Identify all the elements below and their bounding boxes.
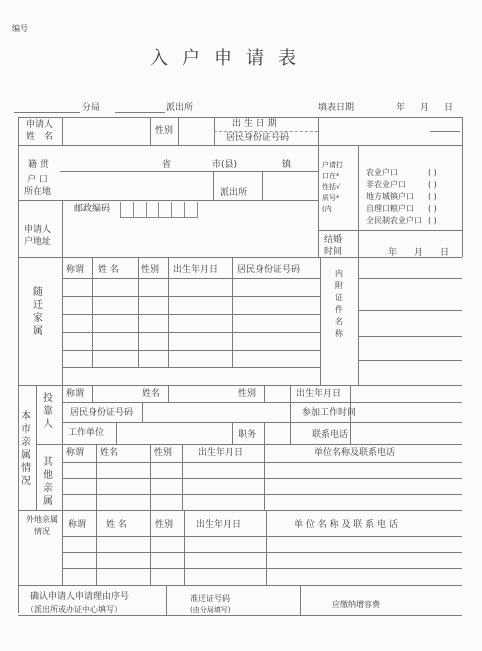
outside-col-unit: 单 位 名 称 及 联 系 电 话 (294, 520, 398, 530)
branch-label: 分局 (82, 103, 101, 113)
divider (430, 131, 460, 132)
outside-section-label: 外地亲属情况 (26, 515, 58, 536)
dep-phone-label: 联系电话 (312, 430, 349, 440)
divider (214, 131, 318, 132)
family-col-name: 姓 名 (98, 265, 119, 275)
divider (60, 171, 318, 172)
divider (62, 402, 462, 403)
divider (62, 385, 63, 510)
option-selfgrain-check[interactable]: ( ) (428, 204, 437, 213)
outside-col-name: 姓 名 (106, 520, 127, 530)
dep-unit-field[interactable] (118, 424, 230, 443)
divider (358, 257, 359, 385)
other-col-name: 姓名 (100, 448, 119, 458)
hukou-place-label: 户 口 所在地 (24, 175, 52, 197)
dep-unit-label: 工作单位 (68, 428, 105, 438)
province-label: 省 (162, 160, 172, 170)
outside-col-title: 称谓 (68, 520, 87, 530)
postcode-boxes[interactable] (120, 202, 198, 218)
marriage-label: 结婚 时间 (324, 235, 343, 257)
hukou-type-label: 户请打 口在* 性括√ 质号* (内 (322, 161, 343, 213)
form-title: 入户申请表 (150, 48, 310, 69)
divider (166, 585, 167, 615)
marriage-year: 年 (388, 248, 398, 258)
divider (62, 278, 320, 279)
permit-field[interactable] (240, 588, 298, 613)
dep-gender-label: 性别 (238, 389, 257, 399)
gender-label: 性别 (155, 126, 174, 136)
other-col-unit: 单位名称及联系电话 (314, 448, 396, 458)
station-label: 派出所 (166, 103, 194, 113)
gender-field[interactable] (180, 118, 213, 144)
divider (92, 385, 93, 402)
branch-blank[interactable] (14, 112, 80, 113)
divider (18, 145, 462, 146)
divider (142, 402, 143, 422)
outside-col-gender: 性别 (155, 520, 174, 530)
family-rows[interactable] (64, 280, 318, 366)
option-nonagri: 非农业户口 (366, 180, 406, 189)
option-town: 地方城镇户口 (366, 192, 414, 201)
divider (62, 117, 63, 145)
divider (62, 536, 462, 537)
divider (178, 117, 179, 145)
native-field[interactable] (64, 150, 316, 170)
outside-col-dob: 出生年月日 (196, 520, 242, 530)
dep-work-label: 参加工作时间 (302, 408, 357, 418)
divider (358, 145, 359, 257)
hukou-place-field[interactable] (64, 174, 212, 198)
marriage-month: 月 (414, 248, 424, 258)
dep-id-field[interactable] (144, 404, 288, 421)
fill-date-label: 填表日期 (318, 103, 355, 113)
divider (264, 422, 265, 444)
divider (62, 367, 320, 368)
divider (18, 585, 462, 586)
divider (318, 145, 319, 257)
divider (62, 510, 63, 585)
family-section-label: 随迁家属 (33, 287, 43, 337)
divider (320, 257, 321, 385)
attachment-label: 内附证件名称 (335, 269, 343, 338)
applicant-name-label: 申请人 姓 名 (26, 120, 54, 142)
hukou-station-label: 派出所 (220, 188, 248, 198)
divider (18, 200, 318, 201)
fee-field[interactable] (400, 588, 460, 613)
dob-label: 出 生 日 期 (232, 119, 277, 129)
divider (62, 422, 462, 423)
town-label: 镇 (282, 160, 292, 170)
frame-left (18, 117, 19, 613)
option-nonagri-check[interactable]: ( ) (428, 180, 437, 189)
divider (18, 385, 462, 386)
address-label: 申请人 户地址 (24, 225, 52, 247)
divider (18, 615, 462, 616)
station-blank[interactable] (115, 112, 165, 113)
family-col-gender: 性别 (141, 265, 160, 275)
divider (262, 172, 263, 200)
option-agri: 农业户口 (366, 168, 398, 177)
option-stateagri: 全民制农业户口 (366, 216, 422, 225)
fee-label: 应缴纳增容费 (332, 600, 380, 609)
divider (318, 230, 462, 231)
dep-post-label: 职务 (238, 430, 257, 440)
divider (116, 422, 117, 444)
other-relatives-rows[interactable] (64, 464, 460, 508)
divider (62, 257, 63, 385)
native-label: 籍 贯 (28, 160, 49, 170)
dep-name-label: 姓名 (142, 389, 161, 399)
id-label: 居民身份证号码 (226, 133, 290, 143)
attachment-field[interactable] (360, 262, 460, 382)
other-col-title: 称谓 (66, 448, 85, 458)
option-stateagri-check[interactable]: ( ) (428, 216, 437, 225)
divider (300, 585, 301, 615)
divider (150, 117, 151, 145)
dep-title-field[interactable] (94, 387, 166, 401)
family-col-dob: 出生年月日 (173, 265, 219, 275)
permit-label: 准迁证号码 (190, 594, 230, 603)
divider (264, 385, 265, 402)
option-town-check[interactable]: ( ) (428, 192, 437, 201)
serial-label: 编号 (12, 24, 28, 33)
outside-relatives-rows[interactable] (64, 538, 460, 583)
family-col-title: 称谓 (66, 265, 85, 275)
divider (36, 444, 462, 445)
other-col-dob: 出生年月日 (198, 448, 244, 458)
confirm-sub-label: （派出所或办证中心填写） (26, 605, 122, 614)
postcode-label: 邮政编码 (74, 204, 111, 214)
dep-dob-label: 出生年月日 (296, 389, 342, 399)
marriage-day: 日 (440, 248, 450, 258)
applicant-name-field[interactable] (64, 118, 149, 144)
address-field[interactable] (64, 220, 316, 255)
fill-date-month: 月 (420, 103, 430, 113)
relatives-section-label: 本市亲属情况 (21, 411, 31, 487)
divider (290, 385, 291, 445)
divider (318, 117, 319, 145)
city-label: 市(县) (212, 160, 238, 170)
divider (168, 385, 169, 402)
other-col-gender: 性别 (154, 448, 173, 458)
divider (232, 422, 233, 444)
divider (36, 385, 37, 510)
option-selfgrain: 自理口粮户口 (366, 204, 414, 213)
family-col-id: 居民身份证号码 (237, 265, 301, 275)
dep-title-label: 称谓 (66, 389, 85, 399)
divider (18, 510, 462, 511)
divider (62, 200, 63, 257)
fill-date-day: 日 (444, 103, 454, 113)
frame-right (462, 117, 463, 257)
fill-date-year: 年 (396, 103, 406, 113)
option-agri-check[interactable]: ( ) (428, 168, 437, 177)
confirm-label: 确认申请人申请理由序号 (30, 592, 130, 602)
dependent-label: 投靠人 (43, 393, 53, 430)
divider (62, 462, 462, 463)
other-relatives-label: 其他亲属 (43, 457, 53, 507)
permit-sub-label: (由分局填写) (190, 606, 231, 614)
divider (18, 257, 462, 258)
dep-id-label: 居民身份证号码 (70, 408, 134, 418)
divider (213, 172, 214, 200)
